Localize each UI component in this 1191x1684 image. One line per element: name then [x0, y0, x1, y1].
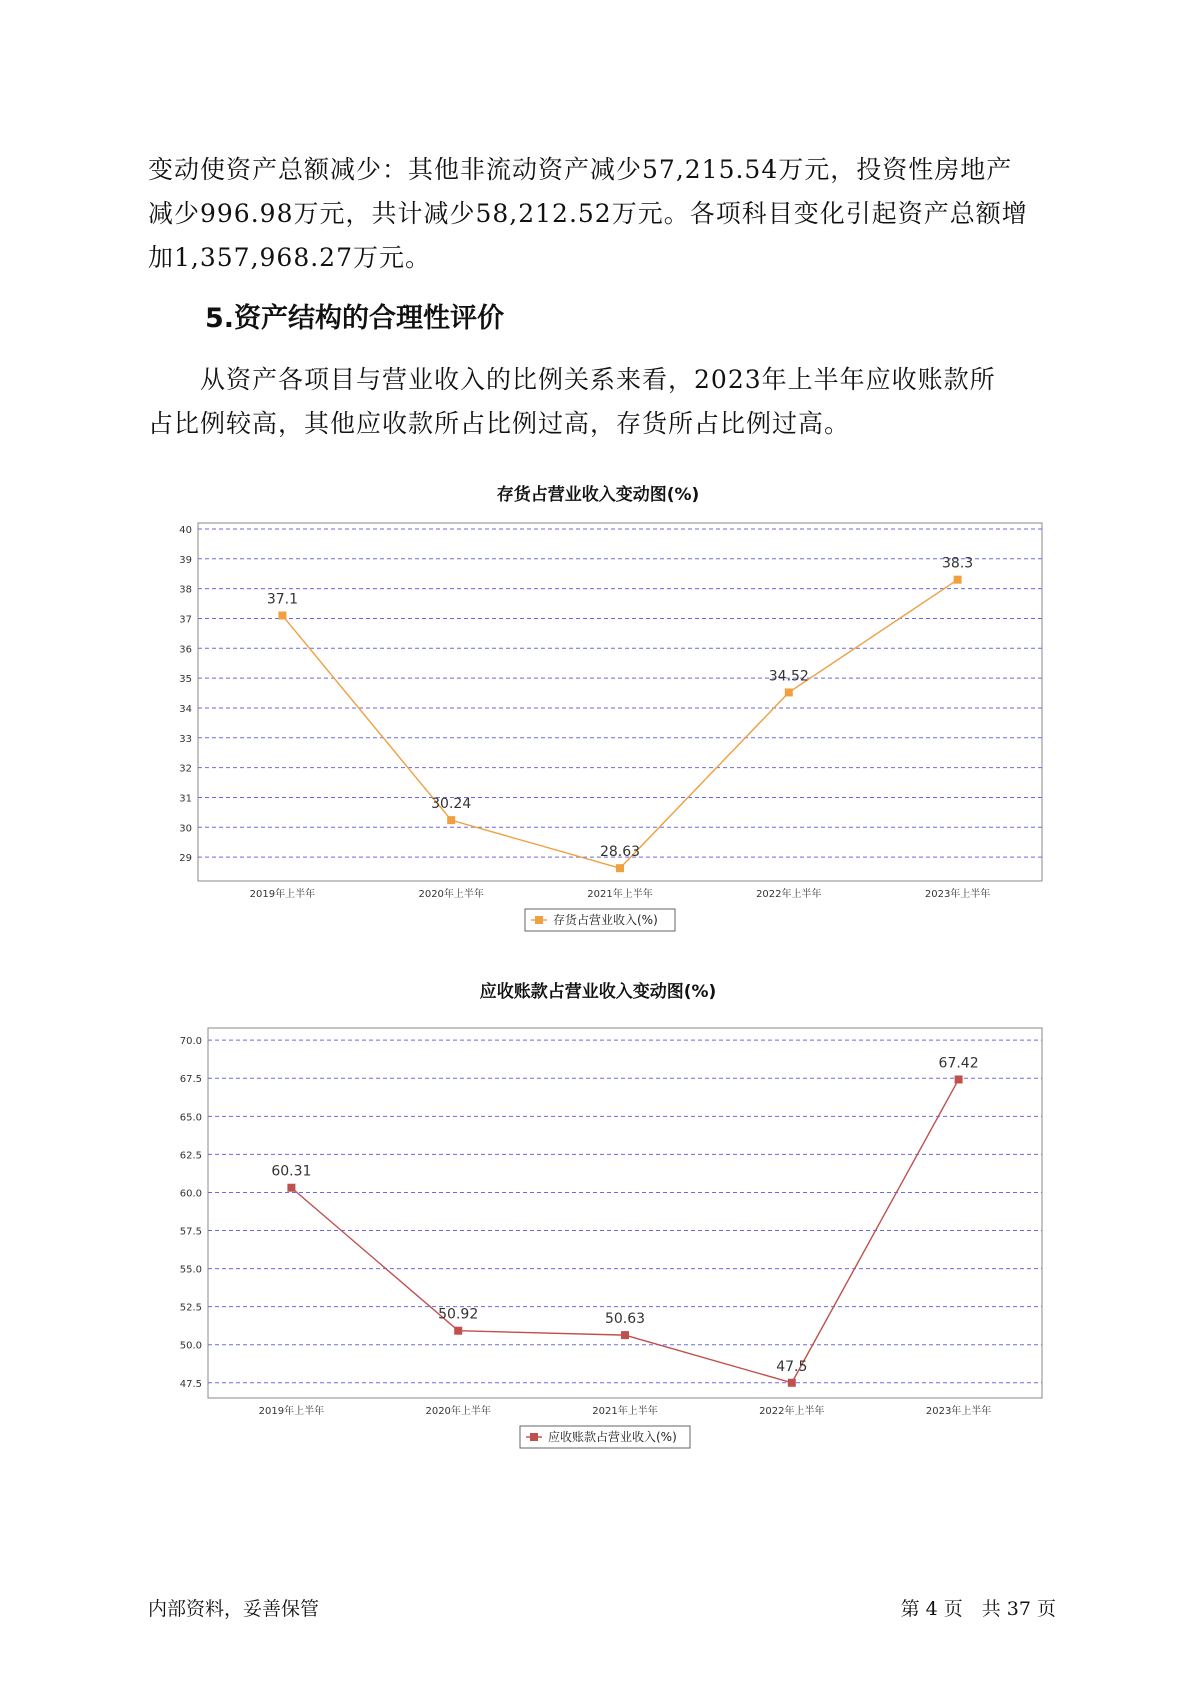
- y-tick-label: 35: [179, 674, 192, 686]
- footer-page-number: 第 4 页 共 37 页: [900, 1598, 1056, 1620]
- x-tick-label: 2023年上半年: [925, 1406, 992, 1417]
- x-tick-label: 2019年上半年: [258, 1406, 325, 1417]
- y-tick-label: 62.5: [179, 1150, 202, 1162]
- legend-marker: [535, 916, 543, 924]
- y-tick-label: 70.0: [179, 1036, 202, 1048]
- data-label: 47.5: [776, 1358, 808, 1375]
- receivables-ratio-chart: [148, 1005, 1048, 1444]
- data-label: 30.24: [431, 796, 472, 813]
- data-label: 38.3: [942, 555, 974, 572]
- legend-marker: [530, 1433, 538, 1441]
- y-tick-label: 34: [179, 703, 192, 715]
- y-tick-label: 38: [179, 584, 192, 596]
- data-label: 37.1: [266, 591, 298, 608]
- section-heading: 5.资产结构的合理性评价: [205, 303, 505, 334]
- data-label: 60.31: [271, 1163, 312, 1180]
- y-tick-label: 65.0: [179, 1112, 202, 1124]
- data-point: [616, 864, 624, 872]
- y-tick-label: 57.5: [179, 1226, 202, 1238]
- y-tick-label: 33: [179, 733, 192, 745]
- legend-label: 存货占营业收入(%): [553, 913, 658, 927]
- paragraph-line: 从资产各项目与营业收入的比例关系来看，2023年上半年应收账款所: [148, 365, 996, 394]
- data-point: [454, 1327, 462, 1335]
- y-tick-label: 32: [179, 763, 192, 775]
- data-point: [447, 816, 455, 824]
- x-tick-label: 2020年上半年: [418, 889, 484, 900]
- y-tick-label: 39: [179, 554, 192, 566]
- legend-label: 应收账款占营业收入(%): [548, 1430, 677, 1444]
- paragraph-line: 占比例较高，其他应收款所占比例过高，存货所占比例过高。: [148, 409, 851, 438]
- x-tick-label: 2020年上半年: [425, 1406, 491, 1417]
- plot-area: [208, 1028, 1042, 1398]
- y-tick-label: 55.0: [179, 1264, 202, 1276]
- data-label: 28.63: [599, 844, 641, 861]
- chart-title: 应收账款占营业收入变动图(%): [479, 982, 717, 1002]
- y-tick-label: 31: [179, 793, 192, 805]
- data-label: 50.92: [438, 1306, 479, 1323]
- x-tick-label: 2023年上半年: [924, 889, 991, 900]
- x-tick-label: 2019年上半年: [249, 889, 316, 900]
- y-tick-label: 40: [179, 524, 192, 536]
- paragraph-line: 加1,357,968.27万元。: [148, 243, 431, 272]
- data-point: [278, 611, 286, 619]
- chart-title: 存货占营业收入变动图(%): [496, 485, 700, 505]
- x-tick-label: 2022年上半年: [759, 1406, 825, 1417]
- data-point: [287, 1184, 295, 1192]
- paragraph-line: 减少996.98万元，共计减少58,212.52万元。各项科目变化引起资产总额增: [148, 199, 1028, 228]
- data-point: [954, 576, 962, 584]
- x-tick-label: 2022年上半年: [756, 889, 822, 900]
- y-tick-label: 52.5: [179, 1302, 202, 1314]
- data-label: 34.52: [768, 668, 809, 685]
- data-point: [788, 1379, 796, 1387]
- footer-confidential: 内部资料，妥善保管: [148, 1598, 320, 1620]
- y-tick-label: 50.0: [179, 1340, 202, 1352]
- data-label: 67.42: [938, 1055, 979, 1072]
- y-tick-label: 36: [179, 644, 192, 656]
- data-point: [621, 1331, 629, 1339]
- inventory-ratio-chart: [148, 505, 1048, 925]
- y-tick-label: 37: [179, 614, 192, 626]
- data-point: [955, 1075, 963, 1083]
- y-tick-label: 29: [179, 853, 192, 865]
- data-point: [785, 688, 793, 696]
- x-tick-label: 2021年上半年: [587, 889, 653, 900]
- y-tick-label: 30: [179, 823, 192, 835]
- y-tick-label: 60.0: [179, 1188, 202, 1200]
- y-tick-label: 47.5: [179, 1378, 202, 1390]
- data-label: 50.63: [604, 1311, 646, 1328]
- paragraph-line: 变动使资产总额减少：其他非流动资产减少57,215.54万元，投资性房地产: [148, 155, 1013, 184]
- y-tick-label: 67.5: [179, 1074, 202, 1086]
- x-tick-label: 2021年上半年: [592, 1406, 658, 1417]
